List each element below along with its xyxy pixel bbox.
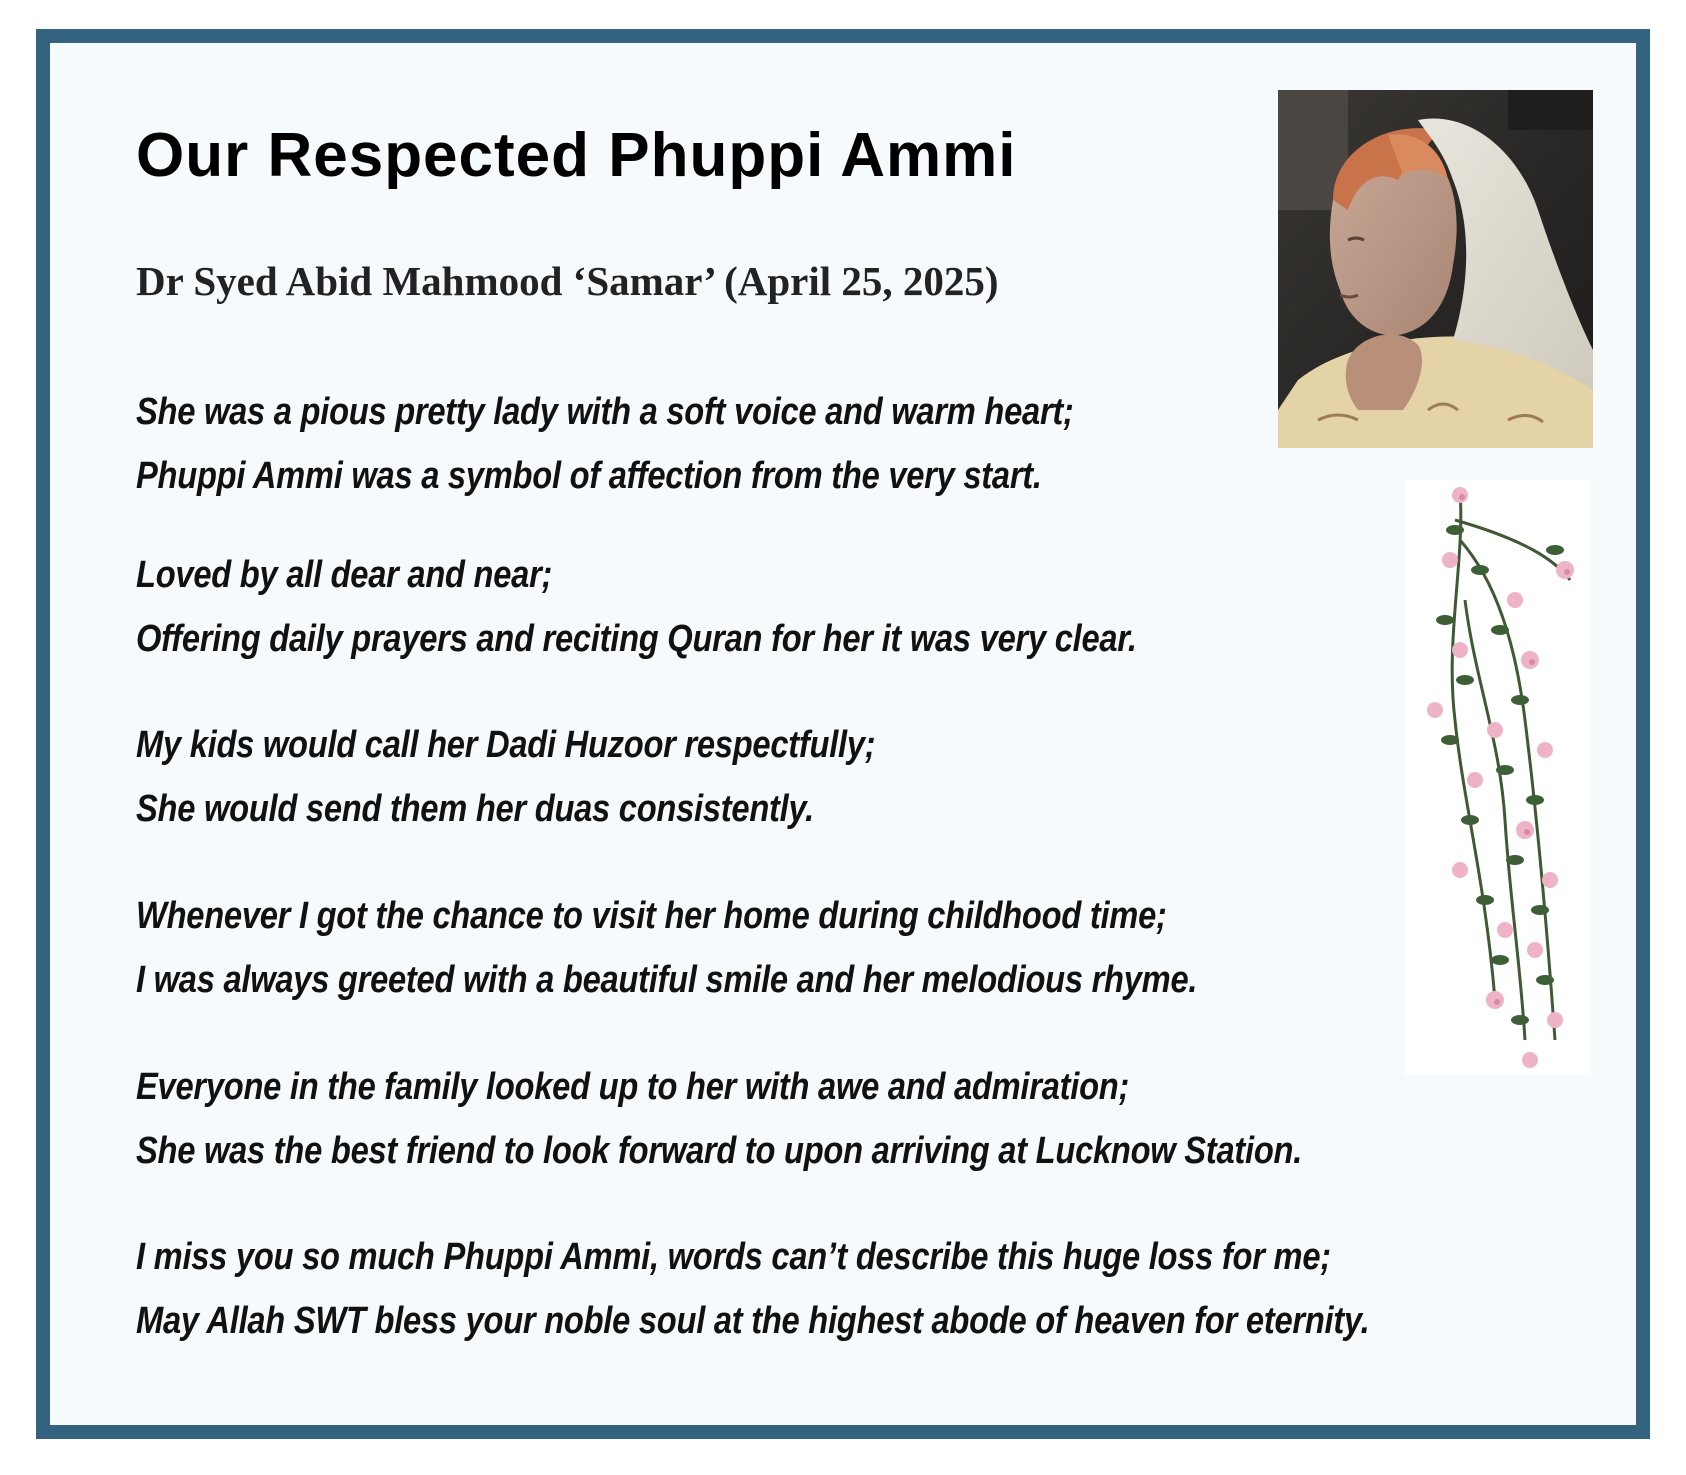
stanza-line: May Allah SWT bless your noble soul at the highest abode of heaven for eternity.	[136, 1300, 1370, 1342]
hanging-flowers-image	[1405, 480, 1591, 1075]
stanza-line: Offering daily prayers and reciting Quran for her it was very clear.	[136, 618, 1137, 660]
stanza-line: Phuppi Ammi was a symbol of affection from the very start.	[136, 455, 1042, 497]
stanza-6	[136, 1225, 1570, 1353]
stanza-5	[136, 1055, 1492, 1183]
stanza-1	[136, 380, 1226, 508]
poem-title: Our Respected Phuppi Ammi	[136, 121, 1017, 190]
stanza-line: She would send them her duas consistently.	[136, 788, 815, 830]
stanza-line: She was the best friend to look forward to upon arriving at Lucknow Station.	[136, 1130, 1303, 1172]
stanza-line: I was always greeted with a beautiful smile and her melodious rhyme.	[136, 959, 1198, 1001]
stanza-line: My kids would call her Dadi Huzoor respectfully;	[136, 724, 876, 766]
stanza-line: I miss you so much Phuppi Ammi, words can’t describe this huge loss for me;	[136, 1236, 1331, 1278]
stanza-line: Whenever I got the chance to visit her home during childhood time;	[136, 895, 1167, 937]
stanza-line: She was a pious pretty lady with a soft voice and warm heart;	[136, 391, 1074, 433]
stanza-4	[136, 884, 1370, 1012]
stanza-line: Loved by all dear and near;	[136, 554, 553, 596]
stanza-line: Everyone in the family looked up to her with awe and admiration;	[136, 1066, 1130, 1108]
portrait-photo	[1278, 90, 1593, 448]
author-byline: Dr Syed Abid Mahmood ‘Samar’ (April 25, 2025)	[136, 258, 999, 304]
stanza-3	[136, 713, 996, 841]
stanza-2	[136, 543, 1300, 671]
